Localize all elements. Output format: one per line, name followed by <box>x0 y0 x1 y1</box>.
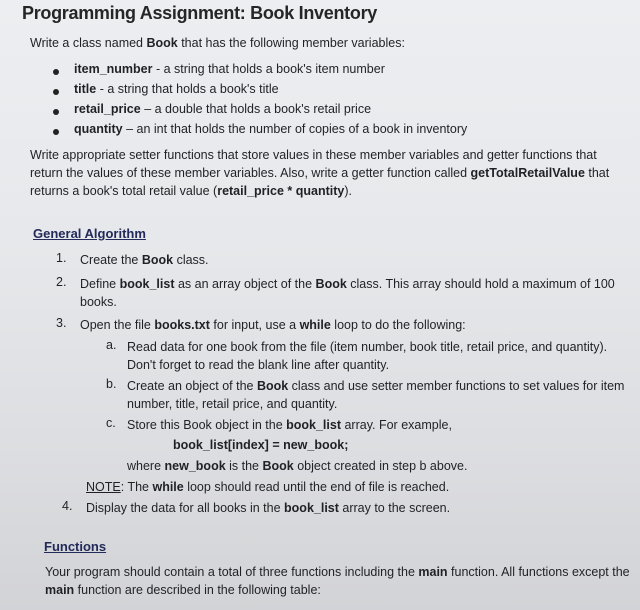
paragraph-line: returns a book's total retail value (retail_price * quantity). <box>30 184 352 198</box>
member-item: item_number - a string that holds a book's item number <box>74 62 385 76</box>
member-item: retail_price – a double that holds a book's retail price <box>74 102 372 116</box>
where-line: where new_book is the Book object created in step b above. <box>127 459 468 473</box>
code-example: book_list[index] = new_book; <box>173 438 349 452</box>
step-number: 2. <box>56 275 67 289</box>
paragraph-line: return the values of these member variables. Also, write a getter function called getTotalRetailValue that <box>30 166 610 180</box>
functions-line: main function are described in the following table: <box>45 583 321 597</box>
bullet-dot <box>53 129 59 135</box>
substep-c: Store this Book object in the book_list array. For example, <box>127 418 452 432</box>
substep-b-continued: number, title, retail price, and quantity. <box>127 397 338 411</box>
intro-line: Write a class named Book that has the following member variables: <box>30 36 405 50</box>
functions-line: Your program should contain a total of three functions including the main function. All functions except the <box>45 565 630 579</box>
bullet-dot <box>53 89 59 95</box>
step-number: 3. <box>56 316 67 330</box>
substep-letter: b. <box>106 377 117 391</box>
step-number: 4. <box>62 499 73 513</box>
substep-b: Create an object of the Book class and use setter member functions to set values for item <box>127 379 625 393</box>
step-2-continued: books. <box>80 295 117 309</box>
section-heading-algorithm: General Algorithm <box>33 226 146 241</box>
member-item: quantity – an int that holds the number of copies of a book in inventory <box>74 122 468 136</box>
step-3: Open the file books.txt for input, use a while loop to do the following: <box>80 318 466 332</box>
note-line: NOTE: The while loop should read until the end of file is reached. <box>86 480 450 494</box>
bullet-dot <box>53 69 59 75</box>
substep-a-continued: Don't forget to read the blank line after quantity. <box>127 358 390 372</box>
member-item: title - a string that holds a book's title <box>74 82 279 96</box>
page-title: Programming Assignment: Book Inventory <box>22 3 377 23</box>
step-4: Display the data for all books in the book_list array to the screen. <box>86 501 451 515</box>
step-number: 1. <box>56 251 67 265</box>
paragraph-line: Write appropriate setter functions that store values in these member variables and getter functions that <box>30 148 597 162</box>
substep-letter: a. <box>106 338 117 352</box>
substep-a: Read data for one book from the file (item number, book title, retail price, and quantity). <box>127 340 608 354</box>
step-1: Create the Book class. <box>80 253 209 267</box>
substep-letter: c. <box>106 416 116 430</box>
section-heading-functions: Functions <box>44 539 107 554</box>
step-2: Define book_list as an array object of the Book class. This array should hold a maximum of 100 <box>80 277 615 291</box>
bullet-dot <box>53 109 59 115</box>
